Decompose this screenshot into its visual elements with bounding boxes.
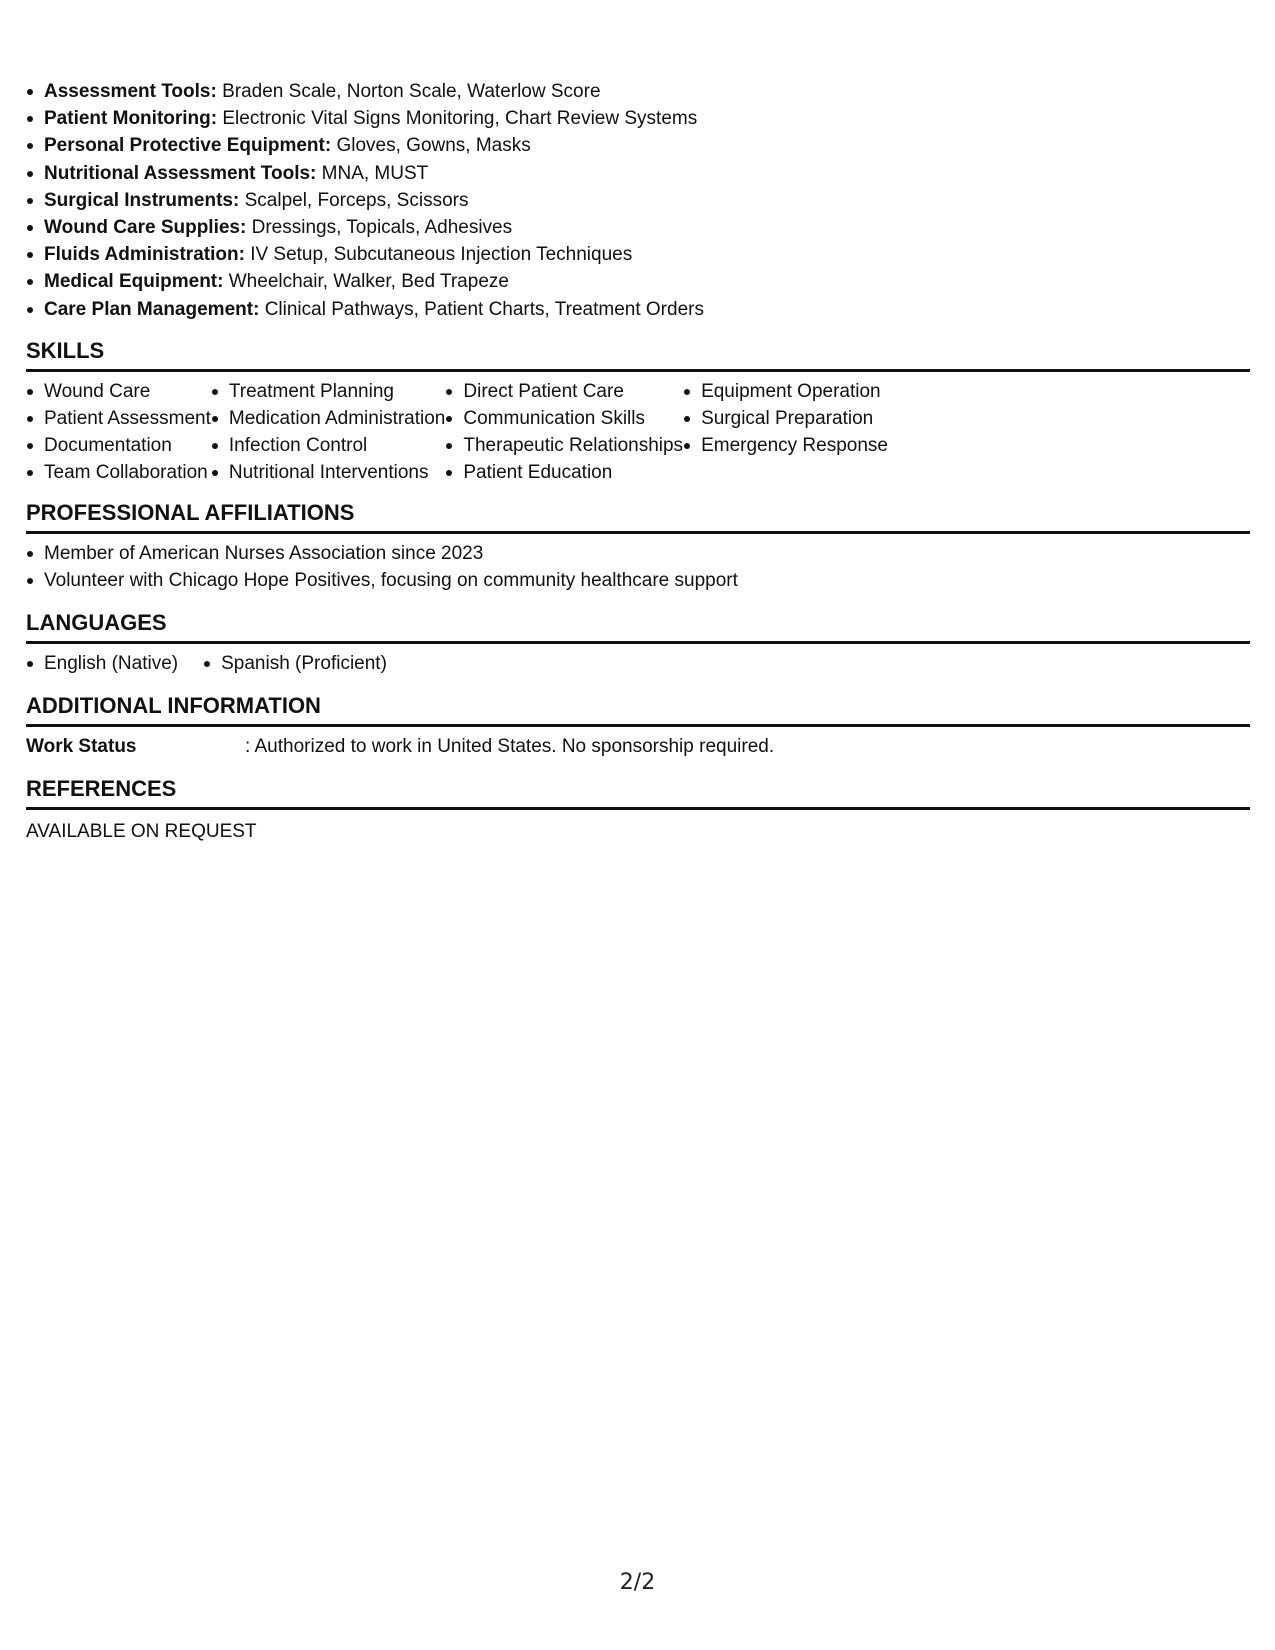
section-title-skills: SKILLS xyxy=(26,337,105,363)
section-divider xyxy=(26,724,1250,727)
skills-column xyxy=(26,378,211,487)
skill-item: Emergency Response xyxy=(683,432,888,459)
item-term: Care Plan Management: xyxy=(44,298,260,320)
item-term: Personal Protective Equipment: xyxy=(44,135,332,157)
skill-item: Team Collaboration xyxy=(26,459,211,486)
item-detail: Wheelchair, Walker, Bed Trapeze xyxy=(228,271,509,293)
section-title-additional-info: ADDITIONAL INFORMATION xyxy=(26,693,321,719)
list-item xyxy=(26,105,1250,132)
section-divider xyxy=(26,369,1250,372)
item-detail: Scalpel, Forceps, Scissors xyxy=(244,189,469,211)
affiliations-list xyxy=(26,540,1250,594)
skill-item: Patient Education xyxy=(445,459,683,486)
skill-item: Equipment Operation xyxy=(683,378,888,405)
skills-column xyxy=(211,378,446,487)
skill-item: Patient Assessment xyxy=(26,405,211,432)
skill-item: Infection Control xyxy=(211,432,446,459)
references-section xyxy=(26,776,1250,845)
skills-grid xyxy=(26,378,1250,487)
skill-item: Communication Skills xyxy=(445,405,683,432)
section-title-languages: LANGUAGES xyxy=(26,610,167,636)
section-divider xyxy=(26,531,1250,534)
item-term: Wound Care Supplies: xyxy=(44,217,247,239)
item-term: Assessment Tools: xyxy=(44,81,217,102)
list-item xyxy=(26,268,1250,295)
skill-item: Documentation xyxy=(26,432,211,459)
skill-item: Therapeutic Relationships xyxy=(445,432,683,459)
resume-page xyxy=(26,78,1250,845)
additional-info-section xyxy=(26,693,1250,760)
item-detail: Gloves, Gowns, Masks xyxy=(336,135,531,157)
references-text: AVAILABLE ON REQUEST xyxy=(26,821,257,843)
item-term: Nutritional Assessment Tools: xyxy=(44,162,317,184)
list-item xyxy=(26,132,1250,159)
skill-item: Treatment Planning xyxy=(211,378,446,405)
page-number: 2/2 xyxy=(619,1570,656,1595)
skills-section xyxy=(26,338,1250,487)
skill-item: Direct Patient Care xyxy=(445,378,683,405)
list-item xyxy=(26,187,1250,214)
item-term: Surgical Instruments: xyxy=(44,189,240,211)
section-title-references: REFERENCES xyxy=(26,776,177,802)
affiliation-item: Member of American Nurses Association since 2023 xyxy=(26,540,1250,567)
item-detail: IV Setup, Subcutaneous Injection Techniques xyxy=(250,244,633,266)
work-status-label: Work Status xyxy=(26,736,137,758)
item-term: Medical Equipment: xyxy=(44,271,224,293)
list-item xyxy=(26,160,1250,187)
item-term: Patient Monitoring: xyxy=(44,108,218,130)
item-detail: Electronic Vital Signs Monitoring, Chart Review Systems xyxy=(222,108,698,130)
language-item: Spanish (Proficient) xyxy=(203,650,387,677)
list-item xyxy=(26,296,1250,323)
affiliations-section xyxy=(26,500,1250,594)
languages-list xyxy=(26,650,1250,677)
tools-list xyxy=(26,78,1250,323)
skill-item: Nutritional Interventions xyxy=(211,459,446,486)
item-detail: Dressings, Topicals, Adhesives xyxy=(251,217,513,239)
item-detail: Clinical Pathways, Patient Charts, Treatment Orders xyxy=(264,298,704,320)
languages-section xyxy=(26,610,1250,677)
skills-column xyxy=(683,378,888,487)
section-divider xyxy=(26,807,1250,810)
skills-column xyxy=(445,378,683,487)
section-divider xyxy=(26,641,1250,644)
list-item xyxy=(26,241,1250,268)
skill-item: Wound Care xyxy=(26,378,211,405)
list-item xyxy=(26,78,1250,105)
item-detail: Braden Scale, Norton Scale, Waterlow Score xyxy=(222,81,601,102)
list-item xyxy=(26,214,1250,241)
language-item: English (Native) xyxy=(26,650,178,677)
work-status-value: : Authorized to work in United States. No sponsorship required. xyxy=(245,736,775,758)
affiliation-item: Volunteer with Chicago Hope Positives, focusing on community healthcare support xyxy=(26,567,1250,594)
skill-item: Medication Administration xyxy=(211,405,446,432)
work-status-row xyxy=(26,733,1250,760)
skill-item: Surgical Preparation xyxy=(683,405,888,432)
item-term: Fluids Administration: xyxy=(44,244,245,266)
item-detail: MNA, MUST xyxy=(321,162,429,184)
section-title-affiliations: PROFESSIONAL AFFILIATIONS xyxy=(26,499,355,525)
